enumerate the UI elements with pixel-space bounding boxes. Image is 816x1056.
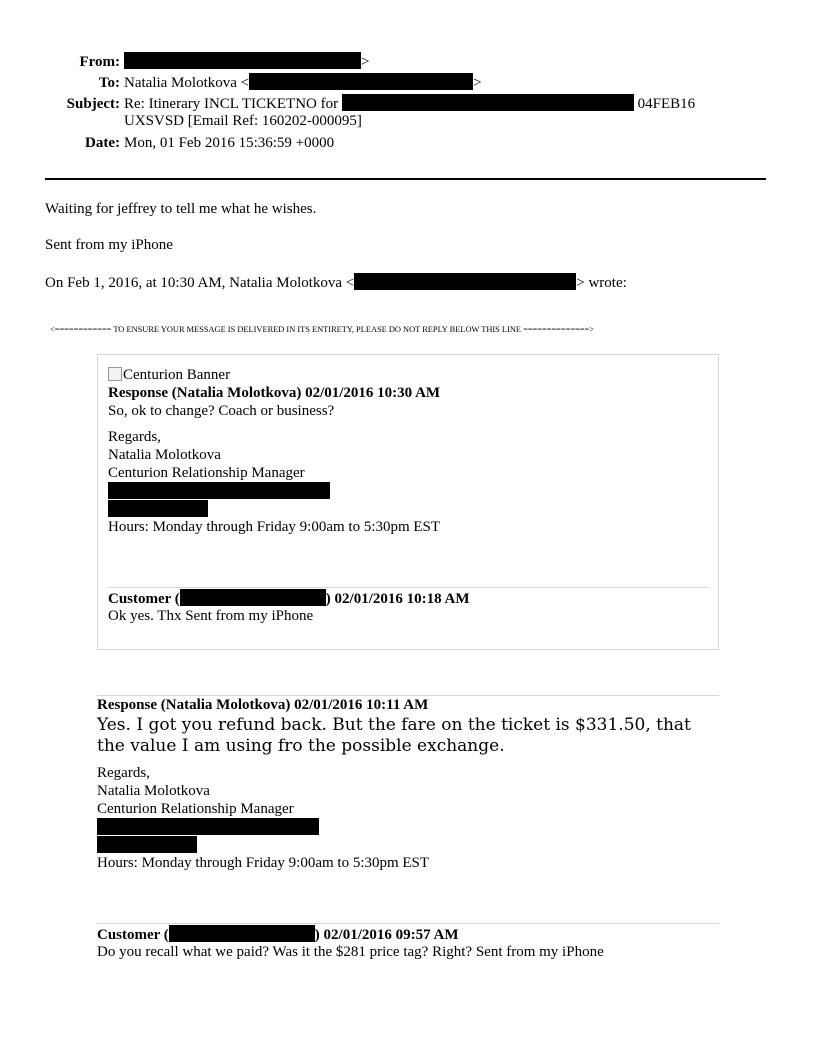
signature-line: Sent from my iPhone	[45, 237, 173, 253]
response-text: So, ok to change? Coach or business?	[108, 403, 335, 419]
message-divider	[108, 587, 709, 588]
quote-attribution	[45, 273, 627, 292]
customer-text: Do you recall what we paid? Was it the $281 price tag? Right? Sent from my iPhone	[97, 944, 604, 960]
to-label: To:	[98, 75, 120, 91]
reply-notice: <============ TO ENSURE YOUR MESSAGE IS DELIVERED IN ITS ENTIRETY, PLEASE DO NOT REPLY BELOW THIS LINE ==============>	[50, 325, 594, 334]
from-suffix: >	[361, 54, 370, 70]
quoted-message-box	[97, 354, 719, 650]
quote-suffix: > wrote:	[576, 275, 627, 291]
customer-text: Ok yes. Thx Sent from my iPhone	[108, 608, 314, 624]
redaction-block	[169, 925, 315, 942]
email-header	[0, 52, 816, 154]
response-line: the value I am using fro the possible exchange.	[97, 736, 505, 756]
redaction-block	[342, 94, 634, 111]
message-divider	[97, 923, 719, 924]
to-suffix: >	[473, 75, 482, 91]
agent-title: Centurion Relationship Manager	[108, 465, 305, 481]
redaction-block	[180, 589, 326, 606]
to-value: Natalia Molotkova <	[124, 75, 250, 91]
agent-name: Natalia Molotkova	[108, 447, 221, 463]
subject-line2: UXSVSD [Email Ref: 160202-000095]	[124, 113, 362, 129]
redaction-block	[108, 500, 208, 517]
response-line: Yes. I got you refund back. But the fare on the ticket is $331.50, that	[97, 715, 691, 735]
redaction-block	[97, 836, 197, 853]
date-row	[0, 133, 816, 154]
response-heading: Response (Natalia Molotkova) 02/01/2016 10:11 AM	[97, 697, 429, 713]
regards-text: Regards,	[97, 765, 150, 781]
response-heading: Response (Natalia Molotkova) 02/01/2016 10:30 AM	[108, 385, 441, 401]
broken-image-icon	[108, 367, 122, 381]
agent-name: Natalia Molotkova	[97, 783, 210, 799]
date-label: Date:	[85, 135, 120, 151]
banner-alt-text: Centurion Banner	[123, 367, 231, 383]
date-value: Mon, 01 Feb 2016 15:36:59 +0000	[124, 135, 335, 151]
from-row	[0, 52, 816, 73]
customer-heading: Customer ( ) 02/01/2016 10:18 AM	[108, 591, 470, 607]
customer-heading: Customer ( ) 02/01/2016 09:57 AM	[97, 927, 459, 943]
regards-text: Regards,	[108, 429, 161, 445]
centurion-banner-image	[108, 366, 230, 384]
to-row	[0, 73, 816, 94]
hours-text: Hours: Monday through Friday 9:00am to 5:30pm EST	[108, 519, 441, 535]
subject-continued-row	[0, 111, 816, 132]
quote-prefix: On Feb 1, 2016, at 10:30 AM, Natalia Molotkova <	[45, 275, 355, 291]
agent-title: Centurion Relationship Manager	[97, 801, 294, 817]
subject-prefix: Re: Itinerary INCL TICKETNO for	[124, 96, 339, 112]
header-divider	[45, 178, 766, 180]
subject-suffix: 04FEB16	[637, 96, 696, 112]
from-label: From:	[79, 54, 120, 70]
hours-text: Hours: Monday through Friday 9:00am to 5:30pm EST	[97, 855, 430, 871]
subject-label: Subject:	[66, 96, 120, 112]
redaction-block	[249, 73, 473, 90]
redaction-block	[354, 273, 576, 290]
body-line: Waiting for jeffrey to tell me what he wishes.	[45, 201, 317, 217]
redaction-block	[108, 482, 330, 499]
redaction-block	[97, 818, 319, 835]
redaction-block	[124, 52, 361, 69]
